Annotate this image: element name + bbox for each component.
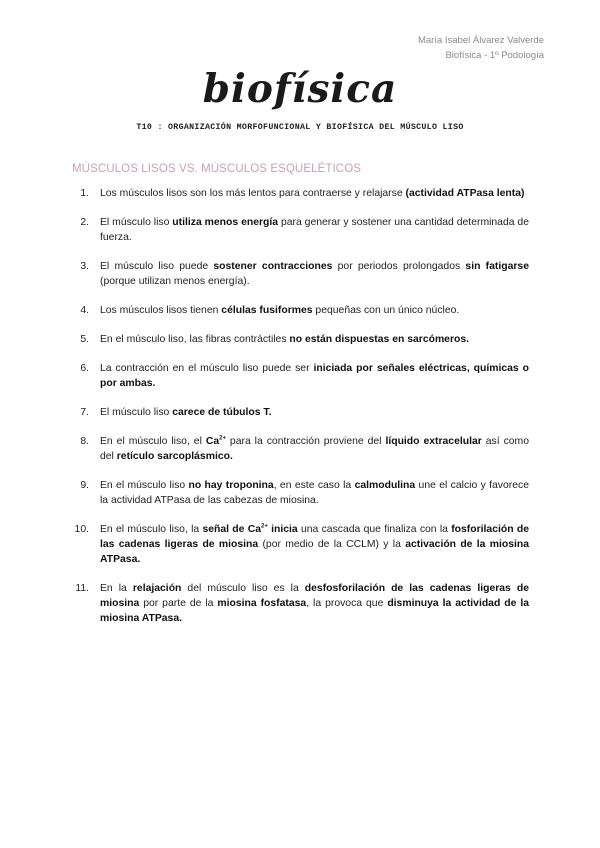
text-span: En la <box>100 583 133 594</box>
numbered-list <box>72 186 529 640</box>
list-item-text <box>100 522 529 567</box>
list-item <box>72 303 529 318</box>
list-item-text <box>100 405 529 420</box>
text-span: para la contracción proviene del <box>225 436 386 447</box>
topic-title: T10 : ORGANIZACIÓN MORFOFUNCIONAL Y BIOFÍSICA DEL MÚSCULO LISO <box>136 123 464 132</box>
list-item-number: 2. <box>80 217 89 228</box>
list-item-number: 6. <box>80 363 89 374</box>
list-item-number: 8. <box>80 436 89 447</box>
bold-text: disminuya la actividad de la miosina ATPasa. <box>100 598 530 624</box>
text-span: , la provoca que <box>306 598 388 609</box>
list-item-number: 9. <box>80 480 89 491</box>
bold-text: 2+ <box>219 435 226 442</box>
list-item <box>72 332 529 347</box>
text-span: Los músculos lisos tienen <box>100 305 222 316</box>
list-item <box>72 259 529 289</box>
list-item <box>72 186 529 201</box>
text-span: En el músculo liso, las fibras contráctiles <box>100 334 290 345</box>
text-span: En el músculo liso <box>100 480 189 491</box>
bold-text: relajación <box>132 583 182 594</box>
bold-text: iniciada por señales eléctricas, químicas o por ambas. <box>100 363 530 389</box>
text-span: une el calcio y favorece la actividad ATPasa de las cabezas de miosina. <box>100 480 529 506</box>
bold-text: activación de la miosina ATPasa. <box>100 539 529 565</box>
list-item <box>72 478 529 508</box>
bold-text: calmodulina <box>354 480 416 491</box>
bold-text: Ca <box>205 436 220 447</box>
bold-text: carece de túbulos T. <box>172 407 272 418</box>
text-span: En el músculo liso, el <box>100 436 206 447</box>
list-item <box>72 361 529 391</box>
list-item <box>72 522 529 567</box>
text-span: El músculo liso <box>100 407 173 418</box>
list-item-text <box>100 215 529 245</box>
bold-text: desfosforilación de las cadenas ligeras de miosina <box>100 583 529 609</box>
bold-text: inicia <box>267 524 298 535</box>
list-item-text <box>100 581 529 626</box>
bold-text: miosina fosfatasa <box>217 598 307 609</box>
list-item-number: 3. <box>80 261 89 272</box>
list-item-number: 1. <box>80 188 89 199</box>
bold-text: (actividad ATPasa lenta) <box>405 188 525 199</box>
list-item <box>72 405 529 420</box>
list-item-text <box>100 434 529 464</box>
course-name: Biofísica - 1º Podología <box>445 50 544 61</box>
bold-text: 2+ <box>261 523 268 530</box>
bold-text: no hay troponina <box>188 480 274 491</box>
text-span: (porque utilizan menos energía). <box>100 276 250 287</box>
text-span: La contracción en el músculo liso puede ser <box>100 363 314 374</box>
text-span: del músculo liso es la <box>181 583 305 594</box>
list-item-number: 5. <box>80 334 89 345</box>
section-title: MÚSCULOS LISOS VS. MÚSCULOS ESQUELÉTICOS <box>72 163 362 175</box>
text-span: El músculo liso <box>100 217 173 228</box>
list-item-text <box>100 186 529 201</box>
text-span: por parte de la <box>139 598 218 609</box>
list-item-number: 7. <box>80 407 89 418</box>
text-span: por periodos prolongados <box>332 261 466 272</box>
bold-text: sin fatigarse <box>465 261 529 272</box>
list-item-text <box>100 361 529 391</box>
bold-text: retículo sarcoplásmico. <box>116 451 233 462</box>
text-span: así como del <box>100 436 529 462</box>
list-item <box>72 215 529 245</box>
list-item-text <box>100 303 529 318</box>
text-span: El músculo liso puede <box>100 261 214 272</box>
document-header <box>418 33 544 63</box>
text-span: Los músculos lisos son los más lentos para contraerse y relajarse <box>100 188 406 199</box>
bold-text: células fusiformes <box>221 305 313 316</box>
bold-text: líquido extracelular <box>385 436 482 447</box>
text-span: una cascada que finaliza con la <box>297 524 452 535</box>
list-item-number: 11. <box>75 583 89 594</box>
list-item-text <box>100 332 529 347</box>
text-span: (por medio de la CCLM) y la <box>258 539 406 550</box>
list-item <box>72 434 529 464</box>
text-span: , en este caso la <box>273 480 355 491</box>
bold-text: utiliza menos energía <box>172 217 279 228</box>
list-item <box>72 581 529 626</box>
bold-text: no están dispuestas en sarcómeros. <box>289 334 470 345</box>
list-item-text <box>100 478 529 508</box>
bold-text: sostener contracciones <box>213 261 333 272</box>
text-span: En el músculo liso, la <box>100 524 203 535</box>
text-span: pequeñas con un único núcleo. <box>312 305 460 316</box>
list-item-number: 4. <box>80 305 89 316</box>
list-item-text <box>100 259 529 289</box>
list-item-number: 10. <box>74 524 89 535</box>
text-span: para generar y sostener una cantidad determinada de fuerza. <box>100 217 529 243</box>
bold-text: señal de Ca <box>202 524 261 535</box>
author-name: María Isabel Álvarez Valverde <box>417 35 544 46</box>
subject-logo: biofísica <box>202 66 398 112</box>
bold-text: fosforilación de las cadenas ligeras de miosina <box>100 524 529 550</box>
